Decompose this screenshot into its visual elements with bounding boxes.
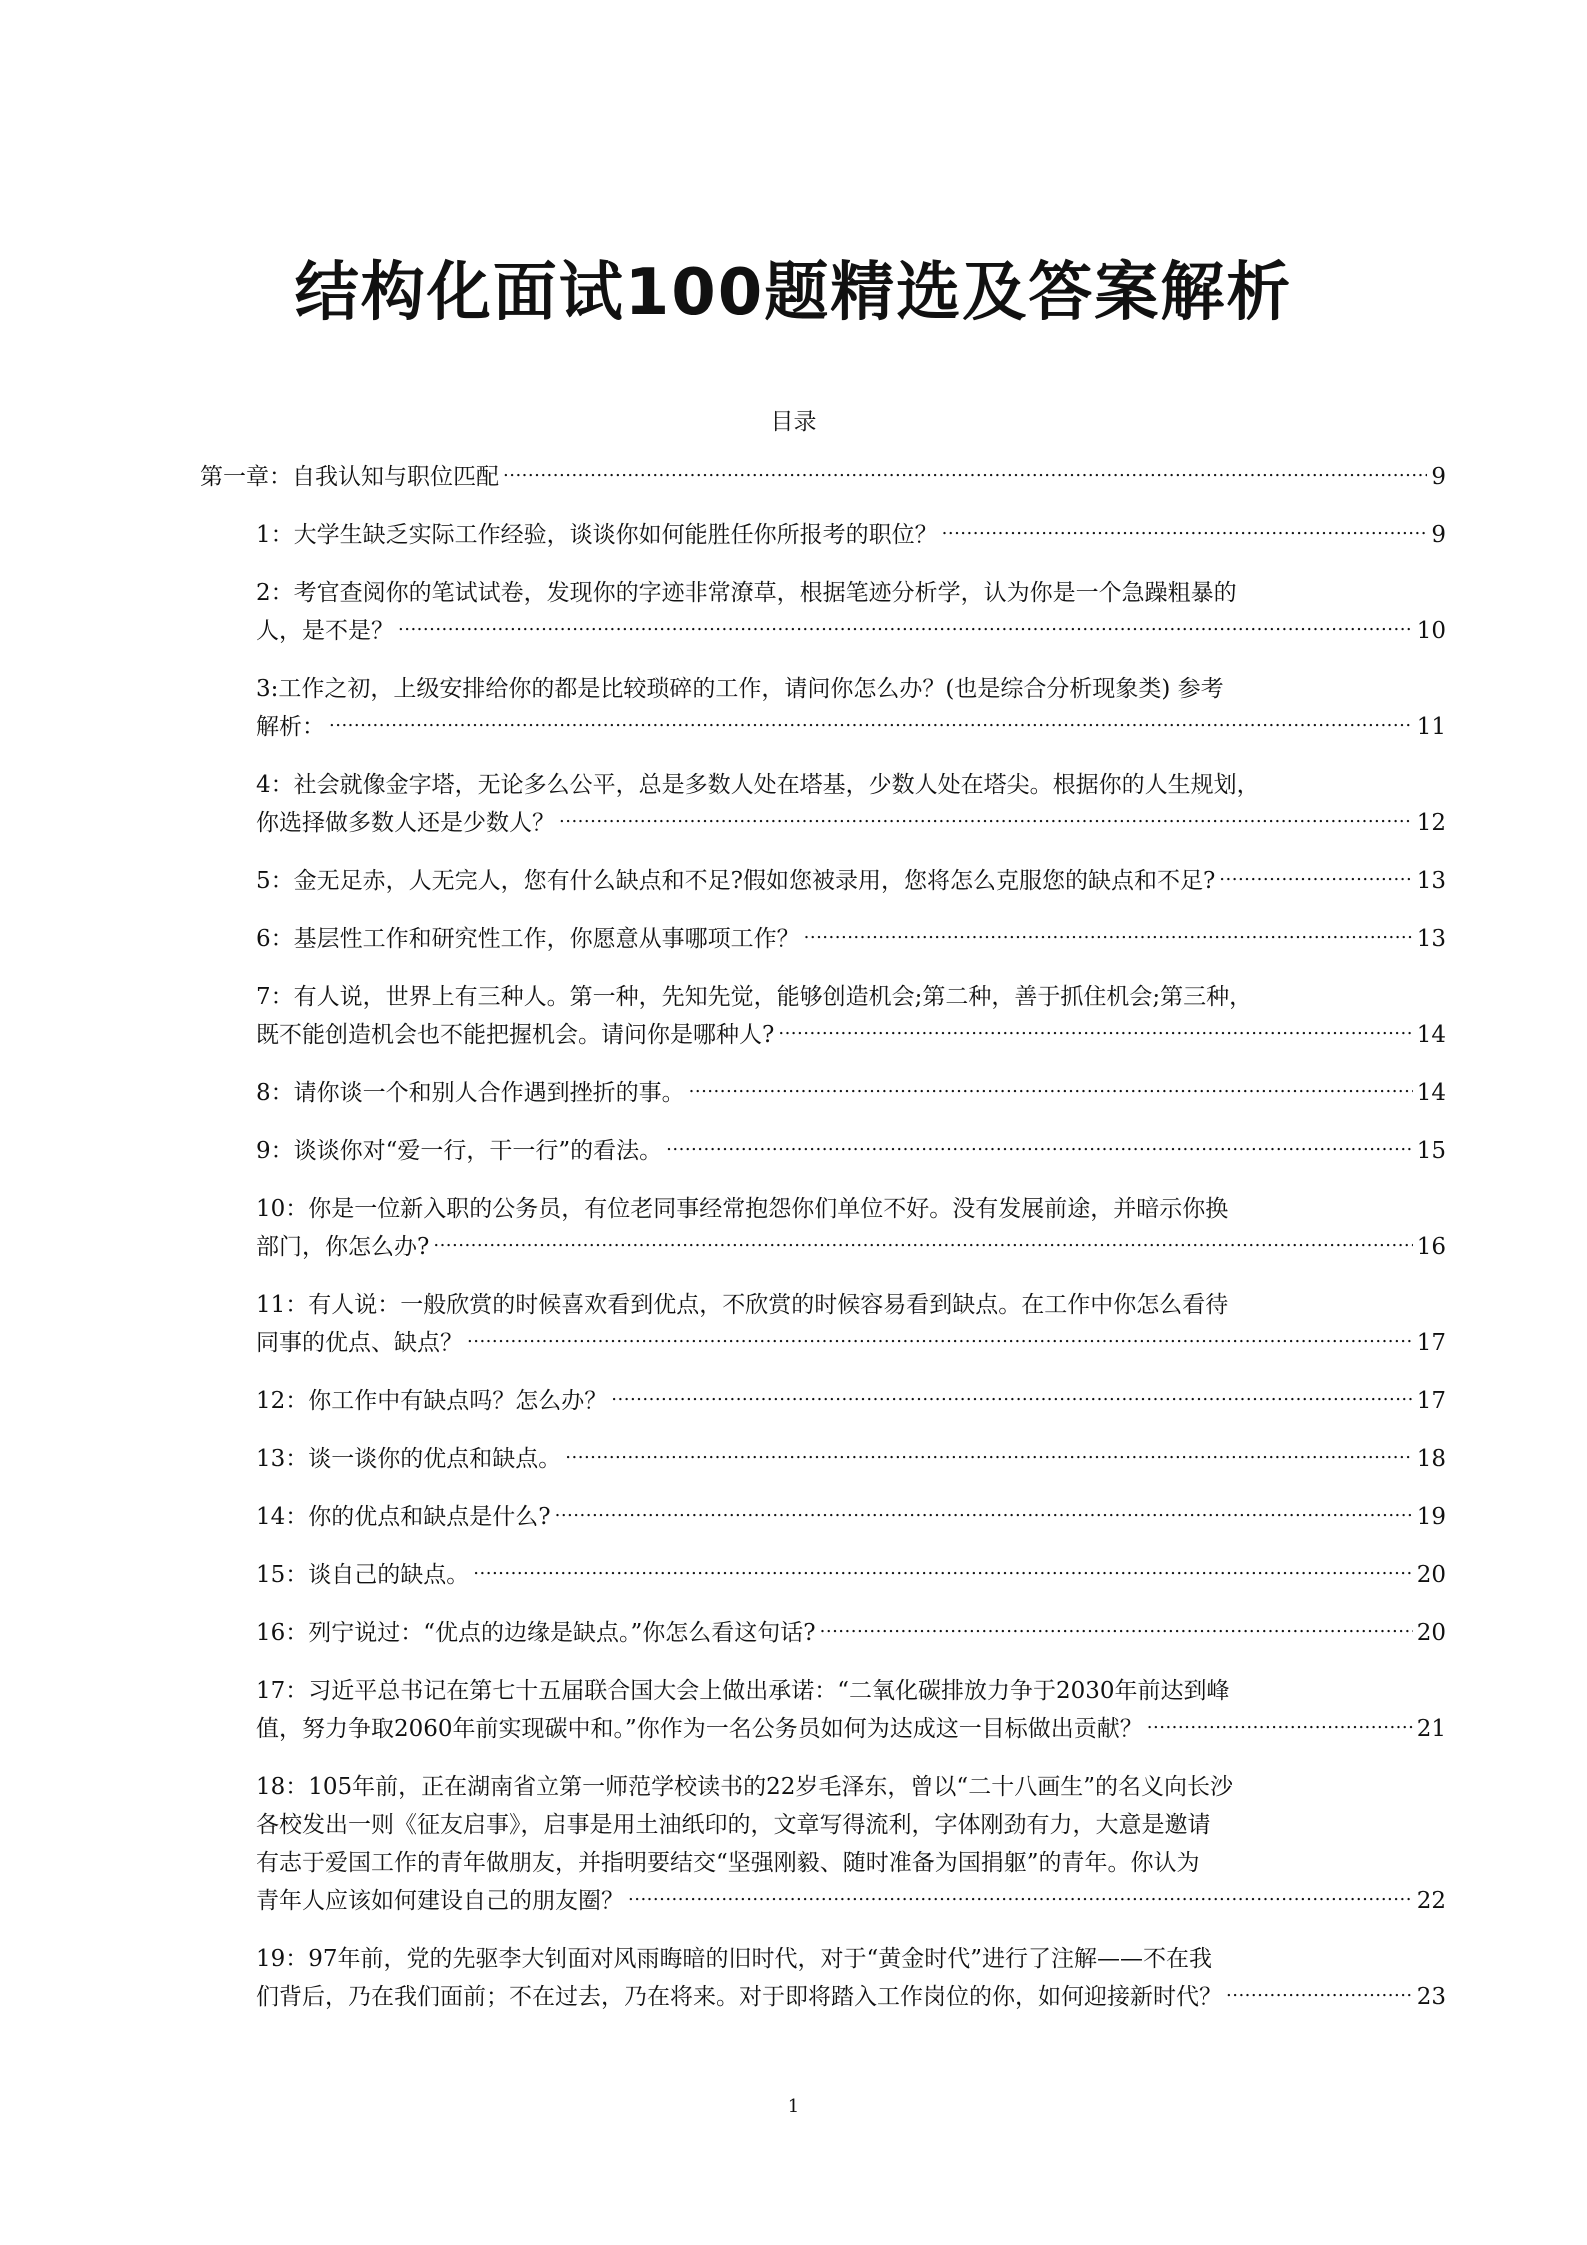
toc-item-entry[interactable] <box>256 766 1446 842</box>
toc-dot-leader <box>778 1020 1412 1042</box>
toc-page-number: 11 <box>1416 714 1446 740</box>
toc-entry-text: 18：105年前，正在湖南省立第一师范学校读书的22岁毛泽东，曾以“二十八画生”的名义向长沙 <box>256 1774 1233 1800</box>
toc-entry-line <box>256 1710 1446 1748</box>
toc-entry-text: 2：考官查阅你的笔试试卷，发现你的字迹非常潦草，根据笔迹分析学，认为你是一个急躁粗暴的 <box>256 580 1237 606</box>
toc-dot-leader <box>628 1886 1413 1908</box>
toc-item-entry[interactable] <box>256 1382 1446 1420</box>
toc-item-entry[interactable] <box>256 1672 1446 1748</box>
toc-entry-text: 有志于爱国工作的青年做朋友，并指明要结交“坚强刚毅、随时准备为国捐躯”的青年。你认为 <box>256 1850 1200 1876</box>
toc-entry-text: 值，努力争取2060年前实现碳中和。”你作为一名公务员如何为达成这一目标做出贡献？ <box>256 1716 1143 1742</box>
toc-page-number: 10 <box>1416 618 1446 644</box>
toc-chapter-entry[interactable] <box>200 458 1446 496</box>
toc-item-entry[interactable] <box>256 978 1446 1054</box>
toc-entry-line <box>256 1440 1446 1478</box>
toc-entry-text: 1：大学生缺乏实际工作经验，谈谈你如何能胜任你所报考的职位？ <box>256 522 938 548</box>
toc-page-number: 14 <box>1416 1022 1446 1048</box>
toc-page-number: 20 <box>1416 1620 1446 1646</box>
toc-entry-line <box>256 612 1446 650</box>
toc-item-entry[interactable] <box>256 1614 1446 1652</box>
toc-entry-text: 3:工作之初，上级安排给你的都是比较琐碎的工作，请问你怎么办？(也是综合分析现象类) 参考 <box>256 676 1224 702</box>
toc-entry-line <box>256 1324 1446 1362</box>
toc-dot-leader <box>689 1078 1413 1100</box>
toc-page-number: 17 <box>1416 1388 1446 1414</box>
toc-item-entry[interactable] <box>256 1498 1446 1536</box>
toc-page-number: 9 <box>1431 522 1446 548</box>
toc-entry-text: 解析： <box>256 714 325 740</box>
toc-dot-leader <box>1219 866 1412 888</box>
toc-entry-line <box>256 1882 1446 1920</box>
toc-page-number: 18 <box>1416 1446 1446 1472</box>
toc-item-entry[interactable] <box>256 1132 1446 1170</box>
toc-page-number: 16 <box>1416 1234 1446 1260</box>
toc-entry-text: 们背后，乃在我们面前；不在过去，乃在将来。对于即将踏入工作岗位的你，如何迎接新时代？ <box>256 1984 1222 2010</box>
toc-entry-line <box>256 1978 1446 2016</box>
toc-dot-leader <box>1226 1982 1413 2004</box>
document-title: 结构化面试100题精选及答案解析 <box>294 256 1293 330</box>
toc-dot-leader <box>611 1386 1412 1408</box>
toc-dot-leader <box>467 1328 1413 1350</box>
toc-dot-leader <box>666 1136 1413 1158</box>
toc-entry-text: 同事的优点、缺点？ <box>256 1330 463 1356</box>
toc-item-entry[interactable] <box>256 1556 1446 1594</box>
toc-dot-leader <box>565 1444 1412 1466</box>
toc-entry-text: 6：基层性工作和研究性工作，你愿意从事哪项工作？ <box>256 926 800 952</box>
toc-entry-text: 7：有人说，世界上有三种人。第一种，先知先觉，能够创造机会;第二种，善于抓住机会;第三种， <box>256 984 1253 1010</box>
toc-entry-line <box>256 862 1446 900</box>
toc-page-number: 22 <box>1416 1888 1446 1914</box>
toc-entry-line <box>256 708 1446 746</box>
toc-page-number: 20 <box>1416 1562 1446 1588</box>
toc-entry-line <box>256 1556 1446 1594</box>
toc-dot-leader <box>820 1618 1413 1640</box>
toc-entry-line <box>256 516 1446 554</box>
toc-page-number: 13 <box>1416 868 1446 894</box>
toc-item-entry[interactable] <box>256 1940 1446 2016</box>
toc-entry-line <box>256 804 1446 842</box>
toc-dot-leader <box>1147 1714 1413 1736</box>
toc-dot-leader <box>804 924 1413 946</box>
toc-dot-leader <box>942 520 1428 542</box>
toc-dot-leader <box>329 712 1413 734</box>
toc-entry-text: 4：社会就像金字塔，无论多么公平，总是多数人处在塔基，少数人处在塔尖。根据你的人生规划， <box>256 772 1260 798</box>
toc-item-entry[interactable] <box>256 1440 1446 1478</box>
toc-page-number: 21 <box>1416 1716 1446 1742</box>
toc-page-number: 9 <box>1431 464 1446 490</box>
toc-entry-line <box>200 458 1446 496</box>
toc-entry-text: 16：列宁说过：“优点的边缘是缺点。”你怎么看这句话? <box>256 1620 816 1646</box>
table-of-contents <box>200 458 1446 2036</box>
toc-entry-text: 你选择做多数人还是少数人？ <box>256 810 555 836</box>
toc-item-entry[interactable] <box>256 1190 1446 1266</box>
toc-item-entry[interactable] <box>256 1768 1446 1920</box>
toc-entry-text: 第一章：自我认知与职位匹配 <box>200 464 499 490</box>
toc-item-entry[interactable] <box>256 920 1446 958</box>
toc-entry-text: 各校发出一则《征友启事》，启事是用土油纸印的，文章写得流利，字体刚劲有力，大意是邀请 <box>256 1812 1211 1838</box>
toc-entry-text: 14：你的优点和缺点是什么? <box>256 1504 551 1530</box>
toc-item-entry[interactable] <box>256 574 1446 650</box>
toc-item-entry[interactable] <box>256 1286 1446 1362</box>
toc-entry-line <box>256 1074 1446 1112</box>
toc-dot-leader <box>503 462 1427 484</box>
toc-entry-line <box>256 1016 1446 1054</box>
toc-entry-text: 部门，你怎么办? <box>256 1234 430 1260</box>
toc-entry-text: 17：习近平总书记在第七十五届联合国大会上做出承诺：“二氧化碳排放力争于2030年前达到峰 <box>256 1678 1230 1704</box>
toc-entry-text: 10：你是一位新入职的公务员，有位老同事经常抱怨你们单位不好。没有发展前途，并暗示你换 <box>256 1196 1229 1222</box>
toc-entry-text: 12：你工作中有缺点吗？怎么办？ <box>256 1388 608 1414</box>
toc-dot-leader <box>559 808 1413 830</box>
toc-dot-leader <box>555 1502 1413 1524</box>
toc-page-number: 17 <box>1416 1330 1446 1356</box>
toc-entry-text: 11：有人说：一般欣赏的时候喜欢看到优点，不欣赏的时候容易看到缺点。在工作中你怎么看待 <box>256 1292 1229 1318</box>
toc-item-entry[interactable] <box>256 516 1446 554</box>
toc-page-number: 23 <box>1416 1984 1446 2010</box>
toc-entry-text: 15：谈自己的缺点。 <box>256 1562 470 1588</box>
toc-entry-text: 9：谈谈你对“爱一行，干一行”的看法。 <box>256 1138 663 1164</box>
toc-dot-leader <box>473 1560 1412 1582</box>
toc-entry-text: 5：金无足赤，人无完人，您有什么缺点和不足?假如您被录用，您将怎么克服您的缺点和不足? <box>256 868 1216 894</box>
toc-entry-line <box>256 920 1446 958</box>
toc-entry-line <box>256 1382 1446 1420</box>
toc-entry-text: 13：谈一谈你的优点和缺点。 <box>256 1446 562 1472</box>
toc-dot-leader <box>398 616 1413 638</box>
toc-page-number: 15 <box>1416 1138 1446 1164</box>
toc-entry-line <box>256 1498 1446 1536</box>
toc-item-entry[interactable] <box>256 862 1446 900</box>
page-number: 1 <box>787 2096 800 2117</box>
toc-entry-line <box>256 1132 1446 1170</box>
toc-item-entry[interactable] <box>256 1074 1446 1112</box>
toc-dot-leader <box>433 1232 1412 1254</box>
toc-page-number: 14 <box>1416 1080 1446 1106</box>
toc-page-number: 19 <box>1416 1504 1446 1530</box>
toc-page-number: 12 <box>1416 810 1446 836</box>
toc-entry-text: 青年人应该如何建设自己的朋友圈？ <box>256 1888 624 1914</box>
toc-entry-line <box>256 1228 1446 1266</box>
toc-entry-text: 人，是不是？ <box>256 618 394 644</box>
toc-item-entry[interactable] <box>256 670 1446 746</box>
toc-entry-line <box>256 1614 1446 1652</box>
toc-entry-text: 19：97年前，党的先驱李大钊面对风雨晦暗的旧时代，对于“黄金时代”进行了注解——不在我 <box>256 1946 1213 1972</box>
toc-page-number: 13 <box>1416 926 1446 952</box>
toc-heading: 目录 <box>770 409 817 435</box>
toc-entry-text: 8：请你谈一个和别人合作遇到挫折的事。 <box>256 1080 685 1106</box>
toc-entry-text: 既不能创造机会也不能把握机会。请问你是哪种人? <box>256 1022 775 1048</box>
